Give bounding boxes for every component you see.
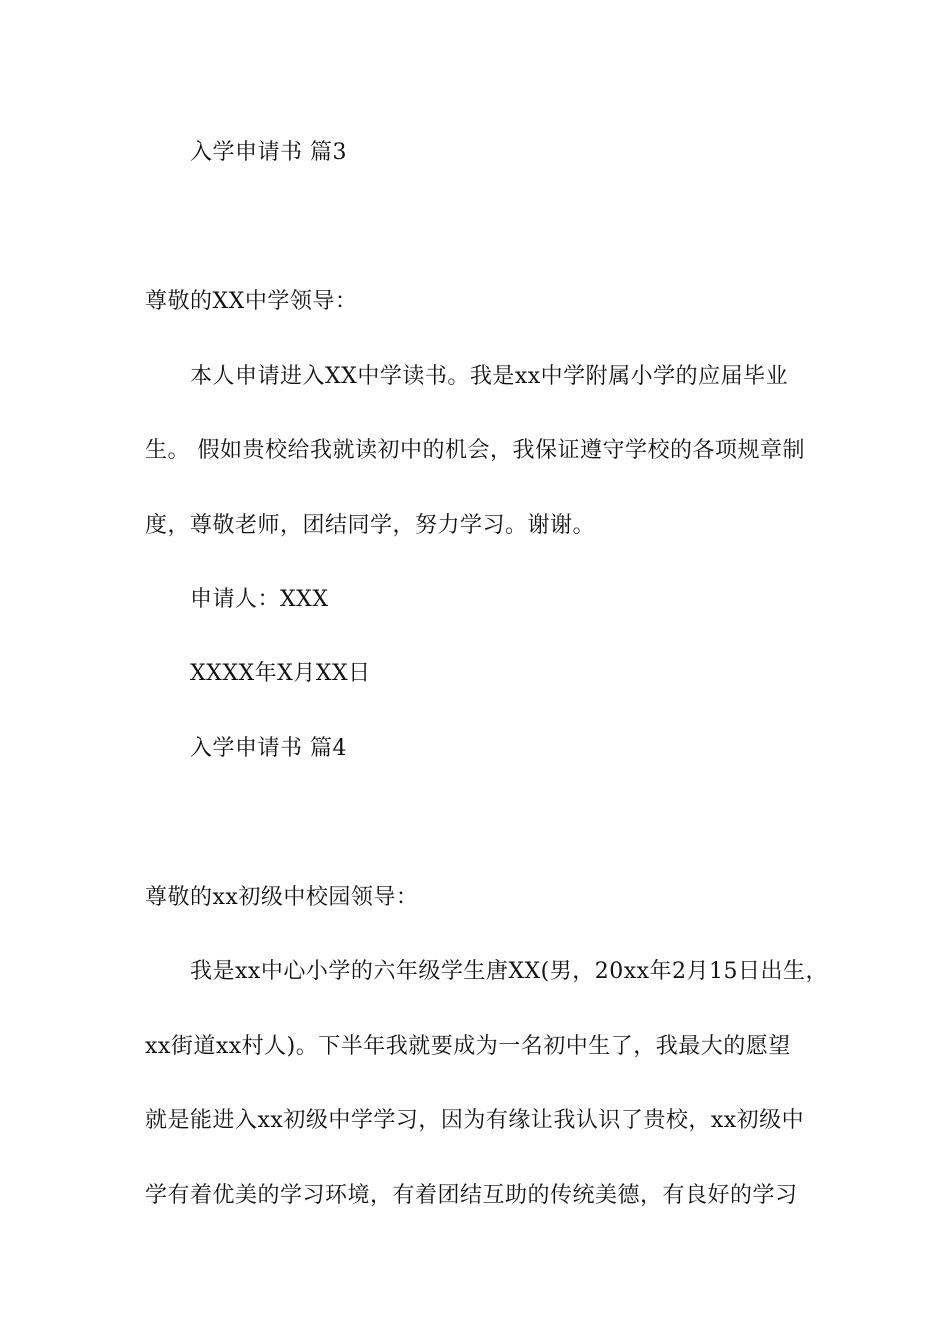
section-3-body-line: 生。 假如贵校给我就读初中的机会，我保证遵守学校的各项规章制 (145, 438, 805, 463)
section-3-body-line: 本人申请进入XX中学读书。我是xx中学附属小学的应届毕业 (190, 364, 789, 389)
section-4-body-line: 学有着优美的学习环境，有着团结互助的传统美德，有良好的学习 (145, 1183, 798, 1208)
section-4-body-line: 我是xx中心小学的六年级学生唐XX(男，20xx年2月15日出生， (190, 959, 829, 984)
section-4-heading: 入学申请书 篇4 (190, 736, 347, 761)
section-3-heading: 入学申请书 篇3 (190, 140, 347, 165)
section-4-body-line: 就是能进入xx初级中学学习，因为有缘让我认识了贵校，xx初级中 (145, 1108, 805, 1133)
section-3-body-line: 度，尊敬老师，团结同学，努力学习。谢谢。 (145, 513, 596, 538)
section-4-salutation: 尊敬的xx初级中校园领导： (145, 885, 419, 910)
section-3-salutation: 尊敬的XX中学领导： (145, 289, 358, 314)
section-3-date: XXXX年X月XX日 (190, 661, 371, 686)
section-3-applicant: 申请人：XXX (190, 587, 329, 612)
section-4-body-line: xx街道xx村人)。下半年我就要成为一名初中生了，我最大的愿望 (145, 1034, 791, 1059)
